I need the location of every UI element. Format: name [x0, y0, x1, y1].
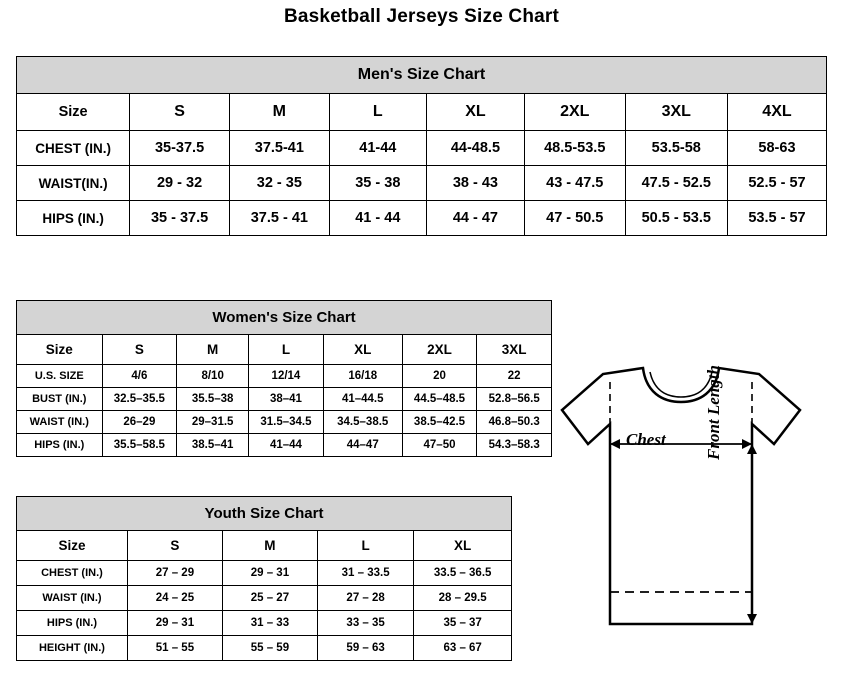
youth-waist-xl: 28 – 29.5 [414, 586, 512, 611]
mens-header-2xl: 2XL [524, 94, 625, 131]
youth-height-s: 51 – 55 [127, 636, 222, 661]
womens-row-label-waist: WAIST (IN.) [17, 411, 103, 434]
youth-row-label-chest: CHEST (IN.) [17, 561, 128, 586]
youth-hips-xl: 35 – 37 [414, 611, 512, 636]
mens-chest-3xl: 53.5-58 [625, 131, 727, 166]
table-row [17, 561, 512, 586]
womens-header-2xl: 2XL [402, 335, 477, 365]
youth-header-size: Size [17, 531, 128, 561]
mens-row-label-chest: CHEST (IN.) [17, 131, 130, 166]
mens-chest-2xl: 48.5-53.5 [524, 131, 625, 166]
table-caption-row [17, 497, 512, 531]
womens-bust-xl: 41–44.5 [323, 388, 402, 411]
table-row [17, 611, 512, 636]
womens-row-label-hips: HIPS (IN.) [17, 434, 103, 457]
table-row [17, 131, 827, 166]
table-row [17, 388, 552, 411]
womens-waist-2xl: 38.5–42.5 [402, 411, 477, 434]
table-row [17, 411, 552, 434]
youth-row-label-height: HEIGHT (IN.) [17, 636, 128, 661]
youth-header-s: S [127, 531, 222, 561]
youth-height-m: 55 – 59 [222, 636, 317, 661]
womens-us-size-l: 12/14 [249, 365, 324, 388]
mens-hips-4xl: 53.5 - 57 [727, 201, 826, 236]
womens-waist-l: 31.5–34.5 [249, 411, 324, 434]
mens-header-l: L [329, 94, 426, 131]
womens-waist-s: 26–29 [102, 411, 177, 434]
front-length-measurement-label: Front Length [704, 365, 723, 460]
youth-waist-m: 25 – 27 [222, 586, 317, 611]
table-caption-row [17, 301, 552, 335]
youth-size-chart-table [16, 496, 512, 661]
mens-header-size: Size [17, 94, 130, 131]
mens-chest-xl: 44-48.5 [426, 131, 524, 166]
mens-row-label-waist: WAIST(IN.) [17, 166, 130, 201]
mens-waist-l: 35 - 38 [329, 166, 426, 201]
youth-header-m: M [222, 531, 317, 561]
womens-us-size-s: 4/6 [102, 365, 177, 388]
womens-chart-caption: Women's Size Chart [17, 301, 552, 335]
mens-chart-caption: Men's Size Chart [17, 57, 827, 94]
jersey-measurement-diagram [548, 352, 838, 672]
youth-hips-m: 31 – 33 [222, 611, 317, 636]
youth-chest-m: 29 – 31 [222, 561, 317, 586]
table-row [17, 586, 512, 611]
mens-hips-xl: 44 - 47 [426, 201, 524, 236]
youth-chest-s: 27 – 29 [127, 561, 222, 586]
page-title: Basketball Jerseys Size Chart [283, 6, 560, 27]
mens-header-m: M [229, 94, 329, 131]
table-row [17, 434, 552, 457]
table-row [17, 636, 512, 661]
mens-header-4xl: 4XL [727, 94, 826, 131]
mens-header-s: S [130, 94, 230, 131]
mens-chest-s: 35-37.5 [130, 131, 230, 166]
mens-waist-3xl: 47.5 - 52.5 [625, 166, 727, 201]
mens-waist-xl: 38 - 43 [426, 166, 524, 201]
youth-chart-caption: Youth Size Chart [17, 497, 512, 531]
womens-hips-l: 41–44 [249, 434, 324, 457]
womens-us-size-3xl: 22 [477, 365, 552, 388]
youth-height-xl: 63 – 67 [414, 636, 512, 661]
womens-hips-2xl: 47–50 [402, 434, 477, 457]
youth-chest-xl: 33.5 – 36.5 [414, 561, 512, 586]
mens-chest-4xl: 58-63 [727, 131, 826, 166]
table-header-row [17, 531, 512, 561]
jersey-illustration-svg [548, 352, 838, 672]
mens-hips-3xl: 50.5 - 53.5 [625, 201, 727, 236]
mens-hips-s: 35 - 37.5 [130, 201, 230, 236]
mens-header-3xl: 3XL [625, 94, 727, 131]
table-header-row [17, 335, 552, 365]
womens-waist-xl: 34.5–38.5 [323, 411, 402, 434]
mens-waist-s: 29 - 32 [130, 166, 230, 201]
table-row [17, 201, 827, 236]
womens-waist-3xl: 46.8–50.3 [477, 411, 552, 434]
womens-bust-3xl: 52.8–56.5 [477, 388, 552, 411]
mens-waist-4xl: 52.5 - 57 [727, 166, 826, 201]
womens-waist-m: 29–31.5 [177, 411, 249, 434]
chest-measurement-label: Chest [626, 430, 666, 449]
mens-chest-m: 37.5-41 [229, 131, 329, 166]
womens-row-label-bust: BUST (IN.) [17, 388, 103, 411]
womens-header-m: M [177, 335, 249, 365]
womens-hips-xl: 44–47 [323, 434, 402, 457]
mens-hips-m: 37.5 - 41 [229, 201, 329, 236]
womens-header-size: Size [17, 335, 103, 365]
table-row [17, 166, 827, 201]
womens-hips-m: 38.5–41 [177, 434, 249, 457]
mens-waist-2xl: 43 - 47.5 [524, 166, 625, 201]
womens-row-label-us-size: U.S. SIZE [17, 365, 103, 388]
womens-header-l: L [249, 335, 324, 365]
mens-chest-l: 41-44 [329, 131, 426, 166]
table-header-row [17, 94, 827, 131]
womens-bust-l: 38–41 [249, 388, 324, 411]
womens-size-chart-table [16, 300, 552, 457]
youth-hips-s: 29 – 31 [127, 611, 222, 636]
youth-header-l: L [317, 531, 413, 561]
jersey-outline [562, 368, 800, 624]
womens-us-size-2xl: 20 [402, 365, 477, 388]
womens-bust-m: 35.5–38 [177, 388, 249, 411]
womens-bust-s: 32.5–35.5 [102, 388, 177, 411]
youth-hips-l: 33 – 35 [317, 611, 413, 636]
mens-hips-2xl: 47 - 50.5 [524, 201, 625, 236]
youth-row-label-waist: WAIST (IN.) [17, 586, 128, 611]
youth-row-label-hips: HIPS (IN.) [17, 611, 128, 636]
mens-size-chart-table [16, 56, 827, 236]
womens-bust-2xl: 44.5–48.5 [402, 388, 477, 411]
womens-us-size-m: 8/10 [177, 365, 249, 388]
womens-header-xl: XL [323, 335, 402, 365]
youth-waist-s: 24 – 25 [127, 586, 222, 611]
mens-row-label-hips: HIPS (IN.) [17, 201, 130, 236]
womens-us-size-xl: 16/18 [323, 365, 402, 388]
mens-hips-l: 41 - 44 [329, 201, 426, 236]
womens-hips-3xl: 54.3–58.3 [477, 434, 552, 457]
womens-header-s: S [102, 335, 177, 365]
mens-waist-m: 32 - 35 [229, 166, 329, 201]
youth-height-l: 59 – 63 [317, 636, 413, 661]
youth-chest-l: 31 – 33.5 [317, 561, 413, 586]
table-caption-row [17, 57, 827, 94]
womens-hips-s: 35.5–58.5 [102, 434, 177, 457]
youth-header-xl: XL [414, 531, 512, 561]
jersey-collar-inner [650, 372, 712, 397]
mens-header-xl: XL [426, 94, 524, 131]
womens-header-3xl: 3XL [477, 335, 552, 365]
youth-waist-l: 27 – 28 [317, 586, 413, 611]
table-row [17, 365, 552, 388]
